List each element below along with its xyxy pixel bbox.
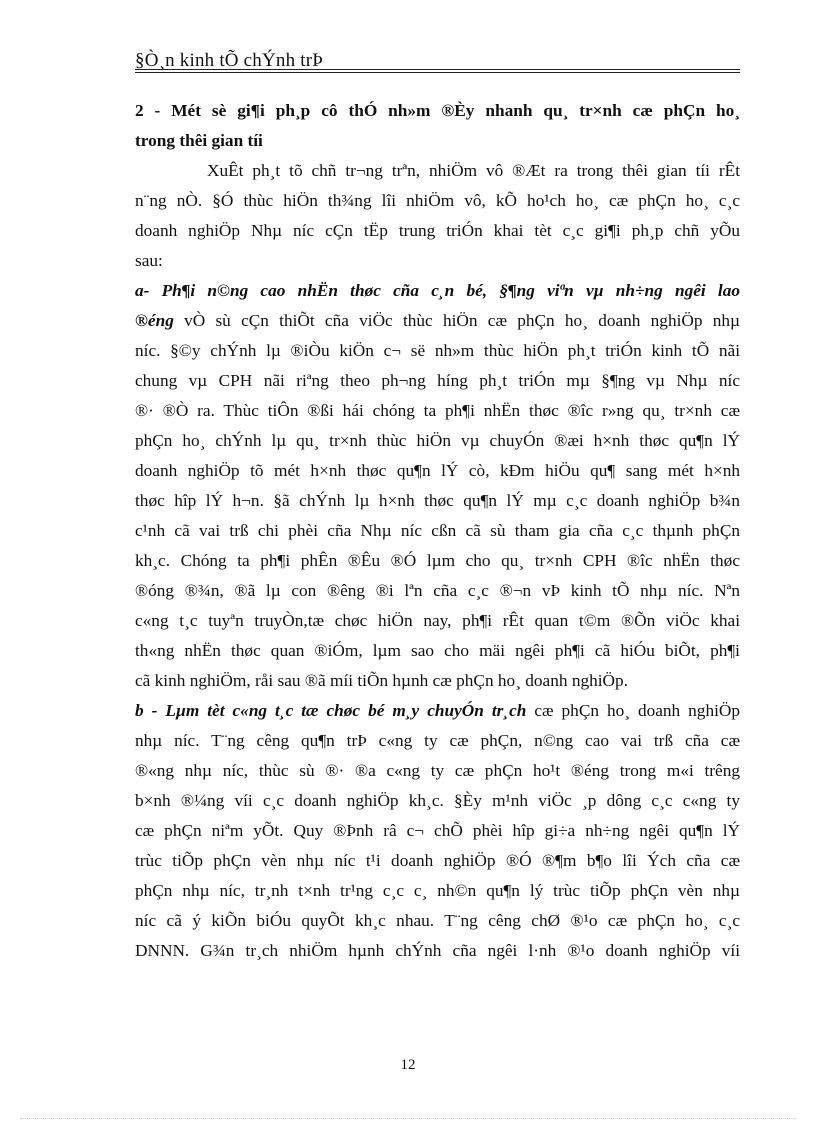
page-number: 12 <box>400 1057 416 1073</box>
running-header-title: §Ò¸n kinh tÕ chÝnh trÞ <box>135 50 324 71</box>
text-line: n¨ng nÒ. §Ó thùc hiÖn th¾ng lîi nhiÖm vô, kÕ ho¹ch ho¸ cæ phÇn ho¸ c¸c <box>135 191 740 210</box>
text-line <box>135 306 740 336</box>
text-line: doanh nghiÖp Nhµ níc cÇn tËp trung triÓn khai tèt c¸c gi¶i ph¸p chñ yÕu <box>135 221 740 240</box>
section-heading-line: 2 - Mét sè gi¶i ph¸p cô thÓ nh»m ®Èy nhanh qu¸ tr×nh cæ phÇn ho¸ <box>135 101 740 120</box>
text-line: phÇn nhµ níc, tr¸nh t×nh tr¹ng c¸c c¸ nh©n qu¶n lý trùc tiÕp phÇn vèn nhµ <box>135 881 740 900</box>
text-line: níc. §©y chÝnh lµ ®iÒu kiÖn c¬ së nh»m thùc hiÖn ph¸t triÓn kinh tÕ nãi <box>135 341 740 360</box>
text-line: thøc hîp lÝ h¬n. §ã chÝnh lµ h×nh thøc qu¶n lÝ mµ c¸c doanh nghiÖp b¾n <box>135 491 740 510</box>
point-b-paragraph <box>135 696 740 966</box>
text-line: XuÊt ph¸t tõ chñ tr¬ng trªn, nhiÖm vô ®Æt ra trong thêi gian tíi rÊt <box>207 161 740 180</box>
text-line: ®· ®Ò ra. Thùc tiÔn ®ßi hái chóng ta ph¶i nhËn thøc ®îc r»ng qu¸ tr×nh cæ <box>135 401 740 420</box>
text-line: sau: <box>135 251 163 270</box>
text-line: b×nh ®¼ng víi c¸c doanh nghiÖp kh¸c. §Èy m¹nh viÖc ¸p dông c¸c c«ng ty <box>135 791 740 810</box>
body-content <box>135 90 740 966</box>
text-line: doanh nghiÖp tõ mét h×nh thøc qu¶n lÝ cò, kÐm hiÖu qu¶ sang mét h×nh <box>135 461 740 480</box>
text-line: c¹nh cã vai trß chi phèi cña Nhµ níc cßn cã sù tham gia cña c¸c thµnh phÇn <box>135 521 740 540</box>
text-line <box>135 696 740 726</box>
text-line: chung vµ CPH nãi riªng theo ph¬ng híng ph¸t triÓn mµ §¶ng vµ Nhµ níc <box>135 371 740 390</box>
text-line: trùc tiÕp phÇn vèn nhµ níc t¹i doanh nghiÖp ®Ó ®¶m b¶o lîi Ých cña cæ <box>135 851 740 870</box>
text-line: c«ng t¸c tuyªn truyÒn,tæ chøc hiÖn nay, ph¶i rÊt quan t©m ®Õn viÖc khai <box>135 611 740 630</box>
header-rule-thin <box>135 72 740 73</box>
point-a-title: a- Ph¶i n©ng cao nhËn thøc cña c¸n bé, §¶ng viªn vµ nh÷ng ngêi lao <box>135 281 740 300</box>
text-fragment: vÒ sù cÇn thiÕt cña viÖc thùc hiÖn cæ phÇn ho¸ doanh nghiÖp nhµ <box>173 311 740 330</box>
text-line: nhµ níc. T¨ng cêng qu¶n trÞ c«ng ty cæ phÇn, n©ng cao vai trß cña cæ <box>135 731 740 750</box>
section-heading <box>135 96 740 156</box>
text-line: ®óng ®¾n, ®ã lµ con ®êng ®i lªn cña c¸c ®¬n vÞ kinh tÕ nhµ níc. Nªn <box>135 581 740 600</box>
section-heading-line: trong thêi gian tíi <box>135 131 263 150</box>
text-line: DNNN. G¾n tr¸ch nhiÖm hµnh chÝnh cña ngêi l·nh ®¹o doanh nghiÖp víi <box>135 941 740 960</box>
text-fragment: cæ phÇn ho¸ doanh nghiÖp <box>526 701 741 720</box>
text-line: cã kinh nghiÖm, råi sau ®ã míi tiÕn hµnh cæ phÇn ho¸ doanh nghiÖp. <box>135 671 628 690</box>
point-a-title-end: ®éng <box>135 311 174 330</box>
page-bottom-border <box>20 1118 796 1119</box>
text-line: cæ phÇn niªm yÕt. Quy ®Þnh râ c¬ chÕ phèi hîp gi÷a nh÷ng ngêi qu¶n lÝ <box>135 821 740 840</box>
text-line: th«ng nhËn thøc quan ®iÓm, lµm sao cho mäi ngêi ph¶i cã hiÓu biÕt, ph¶i <box>135 641 740 660</box>
intro-paragraph <box>135 156 740 276</box>
text-line: kh¸c. Chóng ta ph¶i phÊn ®Êu ®Ó lµm cho qu¸ tr×nh CPH ®îc nhËn thøc <box>135 551 740 570</box>
point-a-paragraph <box>135 276 740 696</box>
point-b-title: b - Lµm tèt c«ng t¸c tæ chøc bé m¸y chuyÓn tr¸ch <box>135 701 527 720</box>
header-rule-thick <box>135 69 740 70</box>
text-line: phÇn ho¸ chÝnh lµ qu¸ tr×nh thùc hiÖn vµ chuyÓn ®æi h×nh thøc qu¶n lÝ <box>135 431 740 450</box>
text-line: ®«ng nhµ níc, thùc sù ®· ®a c«ng ty cæ phÇn ho¹t ®éng trong m«i trêng <box>135 761 740 780</box>
text-line: níc cã ý kiÕn biÓu quyÕt kh¸c nhau. T¨ng cêng chØ ®¹o cæ phÇn ho¸ c¸c <box>135 911 740 930</box>
